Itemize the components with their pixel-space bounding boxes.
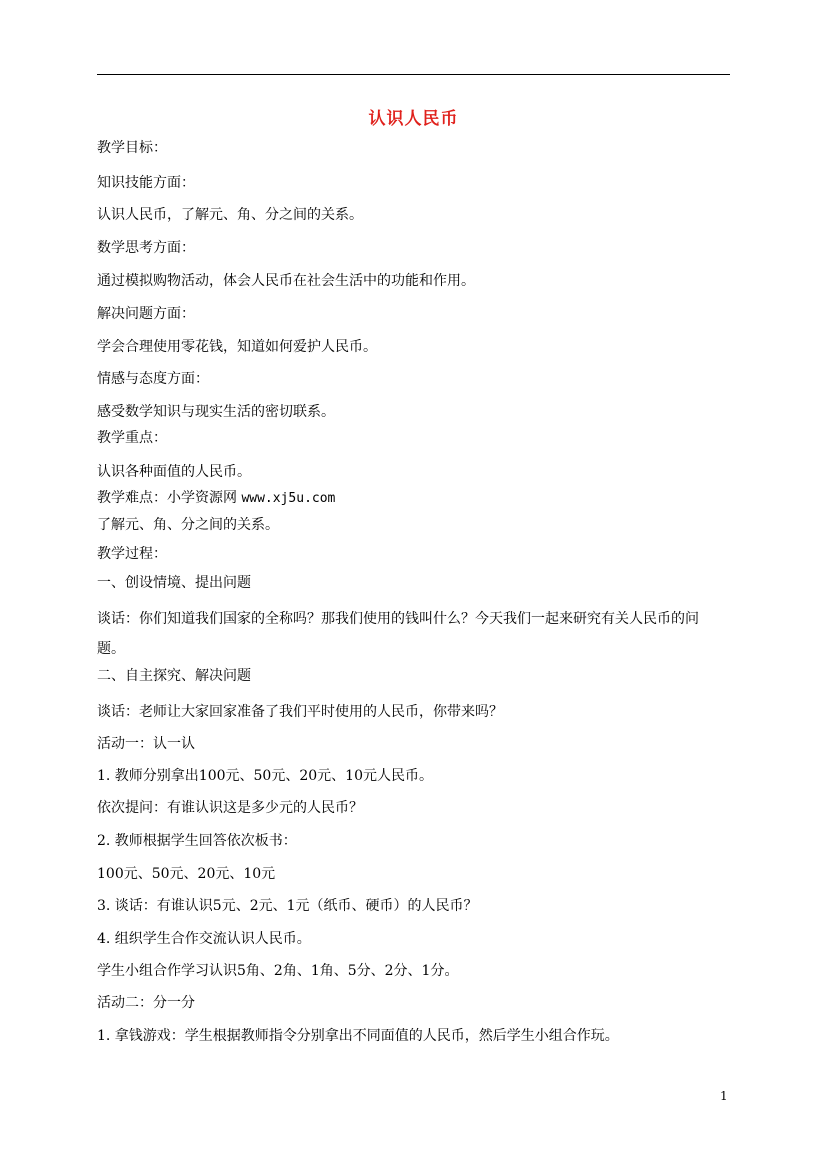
text-line: 活动二：分一分 [97, 995, 195, 1011]
text-line: 感受数学知识与现实生活的密切联系。 [97, 404, 335, 420]
text-line: 1. 教师分别拿出100元、50元、20元、10元人民币。 [97, 768, 433, 784]
text-line: 教学目标： [97, 140, 167, 156]
text-line: 谈话：你们知道我们国家的全称吗？那我们使用的钱叫什么？今天我们一起来研究有关人民币的问 [97, 611, 699, 627]
text-line: 教学过程： [97, 546, 167, 562]
text-line: 题。 [97, 641, 125, 657]
text-line: 活动一：认一认 [97, 736, 195, 752]
text-line: 数学思考方面： [97, 240, 195, 256]
text-line: 通过模拟购物活动，体会人民币在社会生活中的功能和作用。 [97, 273, 475, 289]
text-line: 知识技能方面： [97, 175, 195, 191]
text-line: 1. 拿钱游戏：学生根据教师指令分别拿出不同面值的人民币，然后学生小组合作玩。 [97, 1028, 619, 1044]
text-line: 2. 教师根据学生回答依次板书： [97, 833, 297, 849]
difficulty-label: 教学难点：小学资源网 [97, 490, 237, 506]
text-line: 学生小组合作学习认识5角、2角、1角、5分、2分、1分。 [97, 963, 459, 979]
text-line: 4. 组织学生合作交流认识人民币。 [97, 931, 311, 947]
text-line: 认识各种面值的人民币。 [97, 464, 251, 480]
text-line: 情感与态度方面： [97, 371, 209, 387]
text-line: 二、自主探究、解决问题 [97, 668, 251, 684]
text-line: 认识人民币，了解元、角、分之间的关系。 [97, 207, 363, 223]
text-line: 一、创设情境、提出问题 [97, 575, 251, 591]
website-link[interactable]: www.xj5u.com [241, 491, 336, 506]
text-line: 教学重点： [97, 430, 167, 446]
text-line: 100元、50元、20元、10元 [97, 866, 276, 882]
text-line: 解决问题方面： [97, 306, 195, 322]
text-line [97, 489, 335, 508]
header-rule [97, 74, 730, 75]
document-title: 认识人民币 [368, 109, 459, 129]
text-line: 谈话：老师让大家回家准备了我们平时使用的人民币，你带来吗？ [97, 704, 503, 720]
text-line: 了解元、角、分之间的关系。 [97, 517, 279, 533]
text-line: 3. 谈话：有谁认识5元、2元、1元（纸币、硬币）的人民币？ [97, 898, 478, 914]
text-line: 依次提问：有谁认识这是多少元的人民币？ [97, 800, 363, 816]
page-number: 1 [720, 1089, 728, 1103]
text-line: 学会合理使用零花钱，知道如何爱护人民币。 [97, 339, 377, 355]
